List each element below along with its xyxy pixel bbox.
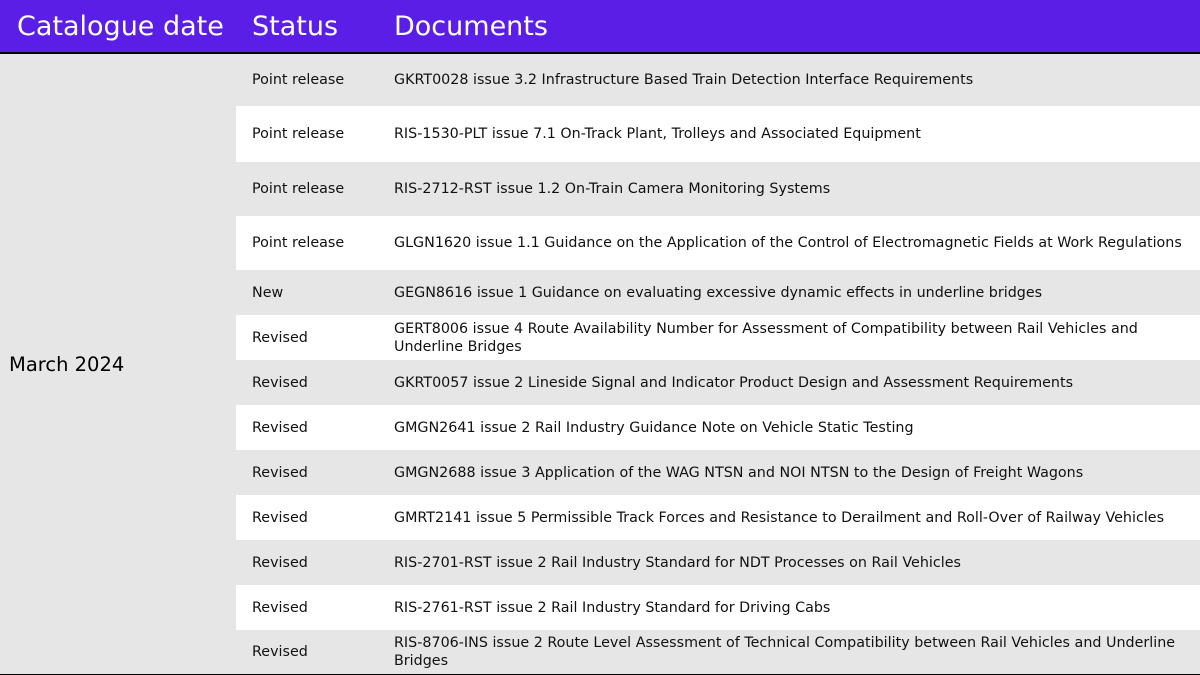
row-status: Revised xyxy=(252,599,308,616)
row-document: GKRT0057 issue 2 Lineside Signal and Indicator Product Design and Assessment Requirements xyxy=(394,374,1074,391)
table-row xyxy=(236,315,1200,360)
catalogue-date-value: March 2024 xyxy=(9,352,125,376)
row-status: Revised xyxy=(252,554,308,571)
table-row xyxy=(236,540,1200,585)
table-row xyxy=(236,450,1200,495)
table-row xyxy=(236,270,1200,315)
row-document: RIS-1530-PLT issue 7.1 On-Track Plant, Trolleys and Associated Equipment xyxy=(394,126,921,142)
table-row xyxy=(236,405,1200,450)
row-status: Point release xyxy=(252,126,345,142)
header-status: Status xyxy=(252,11,339,42)
row-document: GEGN8616 issue 1 Guidance on evaluating excessive dynamic effects in underline bridges xyxy=(394,284,1043,301)
row-status: Revised xyxy=(252,464,308,481)
row-status: Revised xyxy=(252,509,308,526)
row-status: Revised xyxy=(252,644,308,660)
row-document: GMGN2688 issue 3 Application of the WAG NTSN and NOI NTSN to the Design of Freight Wagons xyxy=(394,464,1084,481)
row-document: GMRT2141 issue 5 Permissible Track Forces and Resistance to Derailment and Roll-Over of Railway Vehicles xyxy=(394,509,1165,526)
table-row xyxy=(236,630,1200,674)
table-header xyxy=(0,0,1200,52)
table-row xyxy=(236,495,1200,540)
documents-table-body xyxy=(236,54,1200,674)
row-document: GLGN1620 issue 1.1 Guidance on the Application of the Control of Electromagnetic Fields at Work Regulations xyxy=(394,235,1182,251)
row-status: Point release xyxy=(252,72,345,88)
row-document: RIS-2761-RST issue 2 Rail Industry Standard for Driving Cabs xyxy=(394,599,831,616)
table-row xyxy=(236,54,1200,106)
header-catalogue-date: Catalogue date xyxy=(17,11,224,42)
header-documents: Documents xyxy=(394,11,548,42)
row-status: Point release xyxy=(252,181,345,197)
row-status: Revised xyxy=(252,329,308,346)
row-document: RIS-8706-INS issue 2 Route Level Assessment of Technical Compatibility between Rail Vehicles and Underline Bridges xyxy=(394,635,1176,669)
row-document: GERT8006 issue 4 Route Availability Number for Assessment of Compatibility between Rail Vehicles and Underline Bridges xyxy=(394,320,1138,355)
row-document: RIS-2701-RST issue 2 Rail Industry Standard for NDT Processes on Rail Vehicles xyxy=(394,554,961,571)
table-row xyxy=(236,162,1200,216)
row-document: GMGN2641 issue 2 Rail Industry Guidance Note on Vehicle Static Testing xyxy=(394,419,914,436)
row-status: Point release xyxy=(252,235,345,251)
table-row xyxy=(236,106,1200,162)
table-row xyxy=(236,216,1200,270)
table-row xyxy=(236,360,1200,405)
row-status: New xyxy=(252,284,284,301)
row-status: Revised xyxy=(252,374,308,391)
table-row xyxy=(236,585,1200,630)
row-status: Revised xyxy=(252,419,308,436)
row-document: RIS-2712-RST issue 1.2 On-Train Camera Monitoring Systems xyxy=(394,181,831,197)
catalogue-date-cell xyxy=(0,54,236,674)
row-document: GKRT0028 issue 3.2 Infrastructure Based Train Detection Interface Requirements xyxy=(394,72,974,88)
